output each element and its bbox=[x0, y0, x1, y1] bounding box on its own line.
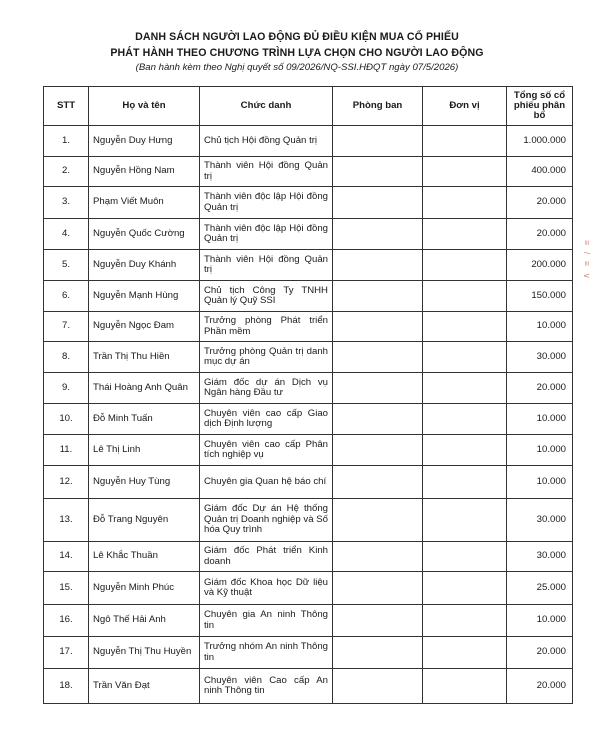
cell-department bbox=[333, 250, 423, 281]
table-row bbox=[44, 281, 573, 312]
cell-name: Nguyễn Huy Tùng bbox=[89, 466, 200, 499]
cell-department bbox=[333, 499, 423, 542]
cell-title: Giám đốc Dự án Hệ thống Quản trị Doanh nghiệp và Số hóa Quy trình bbox=[200, 499, 333, 542]
cell-title: Giám đốc Khoa học Dữ liệu và Kỹ thuật bbox=[200, 572, 333, 605]
cell-title: Chuyên viên cao cấp Giao dịch Định lượng bbox=[200, 404, 333, 435]
cell-shares: 10.000 bbox=[507, 404, 573, 435]
cell-unit bbox=[423, 219, 507, 250]
cell-stt: 14. bbox=[44, 542, 89, 572]
cell-stt: 1. bbox=[44, 126, 89, 157]
cell-name: Nguyễn Duy Khánh bbox=[89, 250, 200, 281]
cell-shares: 20.000 bbox=[507, 637, 573, 669]
cell-department bbox=[333, 637, 423, 669]
cell-title: Giám đốc dự án Dịch vụ Ngân hàng Đầu tư bbox=[200, 373, 333, 404]
table-row bbox=[44, 126, 573, 157]
table-row bbox=[44, 499, 573, 542]
cell-name: Nguyễn Duy Hưng bbox=[89, 126, 200, 157]
cell-department bbox=[333, 126, 423, 157]
cell-name: Nguyễn Ngọc Đam bbox=[89, 312, 200, 342]
cell-title: Chuyên gia Quan hệ báo chí bbox=[200, 466, 333, 499]
cell-name: Ngô Thế Hải Anh bbox=[89, 605, 200, 637]
table-header-row bbox=[44, 87, 573, 126]
table-row bbox=[44, 669, 573, 704]
cell-name: Lê Khắc Thuần bbox=[89, 542, 200, 572]
cell-name: Nguyễn Thị Thu Huyền bbox=[89, 637, 200, 669]
cell-title: Trưởng phòng Phát triển Phần mềm bbox=[200, 312, 333, 342]
table-row bbox=[44, 435, 573, 466]
cell-stt: 16. bbox=[44, 605, 89, 637]
cell-department bbox=[333, 542, 423, 572]
cell-stt: 4. bbox=[44, 219, 89, 250]
table-row bbox=[44, 605, 573, 637]
cell-stt: 6. bbox=[44, 281, 89, 312]
cell-unit bbox=[423, 669, 507, 704]
cell-name: Lê Thị Linh bbox=[89, 435, 200, 466]
cell-stt: 18. bbox=[44, 669, 89, 704]
cell-title: Chuyên gia An ninh Thông tin bbox=[200, 605, 333, 637]
cell-title: Thành viên Hội đồng Quản trị bbox=[200, 157, 333, 187]
column-header-name: Họ và tên bbox=[89, 87, 200, 126]
cell-title: Thành viên độc lập Hội đồng Quản trị bbox=[200, 187, 333, 219]
cell-stt: 8. bbox=[44, 342, 89, 373]
cell-stt: 10. bbox=[44, 404, 89, 435]
cell-shares: 150.000 bbox=[507, 281, 573, 312]
cell-title: Giám đốc Phát triển Kinh doanh bbox=[200, 542, 333, 572]
cell-shares: 20.000 bbox=[507, 187, 573, 219]
employee-share-table bbox=[43, 86, 573, 704]
cell-stt: 5. bbox=[44, 250, 89, 281]
cell-department bbox=[333, 312, 423, 342]
cell-title: Trưởng nhóm An ninh Thông tin bbox=[200, 637, 333, 669]
column-header-shares: Tổng số cổ phiếu phân bổ bbox=[507, 87, 573, 126]
cell-title: Thành viên độc lập Hội đồng Quản trị bbox=[200, 219, 333, 250]
cell-unit bbox=[423, 281, 507, 312]
cell-shares: 200.000 bbox=[507, 250, 573, 281]
cell-name: Trần Văn Đạt bbox=[89, 669, 200, 704]
cell-unit bbox=[423, 605, 507, 637]
cell-department bbox=[333, 669, 423, 704]
cell-title: Thành viên Hội đồng Quản trị bbox=[200, 250, 333, 281]
cell-shares: 20.000 bbox=[507, 373, 573, 404]
cell-unit bbox=[423, 572, 507, 605]
cell-department bbox=[333, 373, 423, 404]
cell-stt: 13. bbox=[44, 499, 89, 542]
cell-shares: 400.000 bbox=[507, 157, 573, 187]
cell-unit bbox=[423, 187, 507, 219]
cell-unit bbox=[423, 373, 507, 404]
cell-department bbox=[333, 187, 423, 219]
cell-unit bbox=[423, 312, 507, 342]
cell-shares: 10.000 bbox=[507, 605, 573, 637]
cell-title: Chủ tịch Hội đồng Quản trị bbox=[200, 126, 333, 157]
cell-department bbox=[333, 219, 423, 250]
cell-name: Nguyễn Mạnh Hùng bbox=[89, 281, 200, 312]
margin-stamp-mark: ≡ / ≡ ∨ bbox=[582, 240, 592, 282]
cell-name: Thái Hoàng Anh Quân bbox=[89, 373, 200, 404]
cell-unit bbox=[423, 499, 507, 542]
cell-name: Nguyễn Hồng Nam bbox=[89, 157, 200, 187]
cell-name: Đỗ Trang Nguyên bbox=[89, 499, 200, 542]
cell-name: Nguyễn Quốc Cường bbox=[89, 219, 200, 250]
cell-stt: 9. bbox=[44, 373, 89, 404]
cell-department bbox=[333, 466, 423, 499]
cell-unit bbox=[423, 126, 507, 157]
cell-department bbox=[333, 404, 423, 435]
cell-department bbox=[333, 435, 423, 466]
cell-department bbox=[333, 605, 423, 637]
table-row bbox=[44, 219, 573, 250]
cell-stt: 2. bbox=[44, 157, 89, 187]
cell-department bbox=[333, 157, 423, 187]
cell-shares: 10.000 bbox=[507, 435, 573, 466]
cell-shares: 10.000 bbox=[507, 312, 573, 342]
cell-name: Nguyễn Minh Phúc bbox=[89, 572, 200, 605]
cell-stt: 3. bbox=[44, 187, 89, 219]
cell-unit bbox=[423, 157, 507, 187]
table-row bbox=[44, 250, 573, 281]
cell-stt: 7. bbox=[44, 312, 89, 342]
cell-shares: 25.000 bbox=[507, 572, 573, 605]
cell-shares: 1.000.000 bbox=[507, 126, 573, 157]
table-row bbox=[44, 466, 573, 499]
cell-stt: 15. bbox=[44, 572, 89, 605]
cell-title: Trưởng phòng Quản trị danh mục dự án bbox=[200, 342, 333, 373]
document-title-line1: DANH SÁCH NGƯỜI LAO ĐỘNG ĐỦ ĐIỀU KIỆN MUA CỔ PHIẾU bbox=[135, 31, 459, 43]
cell-unit bbox=[423, 542, 507, 572]
table-row bbox=[44, 342, 573, 373]
cell-title: Chủ tịch Công Ty TNHH Quản lý Quỹ SSI bbox=[200, 281, 333, 312]
cell-shares: 30.000 bbox=[507, 342, 573, 373]
table-row bbox=[44, 157, 573, 187]
cell-unit bbox=[423, 250, 507, 281]
cell-department bbox=[333, 572, 423, 605]
cell-unit bbox=[423, 435, 507, 466]
cell-name: Đỗ Minh Tuấn bbox=[89, 404, 200, 435]
cell-shares: 20.000 bbox=[507, 669, 573, 704]
cell-stt: 17. bbox=[44, 637, 89, 669]
column-header-title: Chức danh bbox=[200, 87, 333, 126]
table-row bbox=[44, 637, 573, 669]
cell-department bbox=[333, 281, 423, 312]
cell-department bbox=[333, 342, 423, 373]
column-header-unit: Đơn vị bbox=[423, 87, 507, 126]
cell-stt: 11. bbox=[44, 435, 89, 466]
cell-shares: 10.000 bbox=[507, 466, 573, 499]
cell-unit bbox=[423, 466, 507, 499]
table-row bbox=[44, 404, 573, 435]
table-row bbox=[44, 572, 573, 605]
table-row bbox=[44, 187, 573, 219]
cell-name: Phạm Viết Muôn bbox=[89, 187, 200, 219]
document-subtitle: (Ban hành kèm theo Nghị quyết số 09/2026/NQ-SSI.HĐQT ngày 07/5/2026) bbox=[135, 62, 459, 73]
document-title-line2: PHÁT HÀNH THEO CHƯƠNG TRÌNH LỰA CHỌN CHO NGƯỜI LAO ĐỘNG bbox=[110, 47, 484, 59]
cell-title: Chuyên viên cao cấp Phân tích nghiệp vụ bbox=[200, 435, 333, 466]
cell-shares: 30.000 bbox=[507, 542, 573, 572]
cell-name: Trần Thị Thu Hiền bbox=[89, 342, 200, 373]
cell-stt: 12. bbox=[44, 466, 89, 499]
table-row bbox=[44, 312, 573, 342]
cell-unit bbox=[423, 637, 507, 669]
cell-unit bbox=[423, 342, 507, 373]
cell-shares: 20.000 bbox=[507, 219, 573, 250]
table-row bbox=[44, 542, 573, 572]
cell-title: Chuyên viên Cao cấp An ninh Thông tin bbox=[200, 669, 333, 704]
table-row bbox=[44, 373, 573, 404]
column-header-stt: STT bbox=[44, 87, 89, 126]
cell-shares: 30.000 bbox=[507, 499, 573, 542]
column-header-department: Phòng ban bbox=[333, 87, 423, 126]
cell-unit bbox=[423, 404, 507, 435]
